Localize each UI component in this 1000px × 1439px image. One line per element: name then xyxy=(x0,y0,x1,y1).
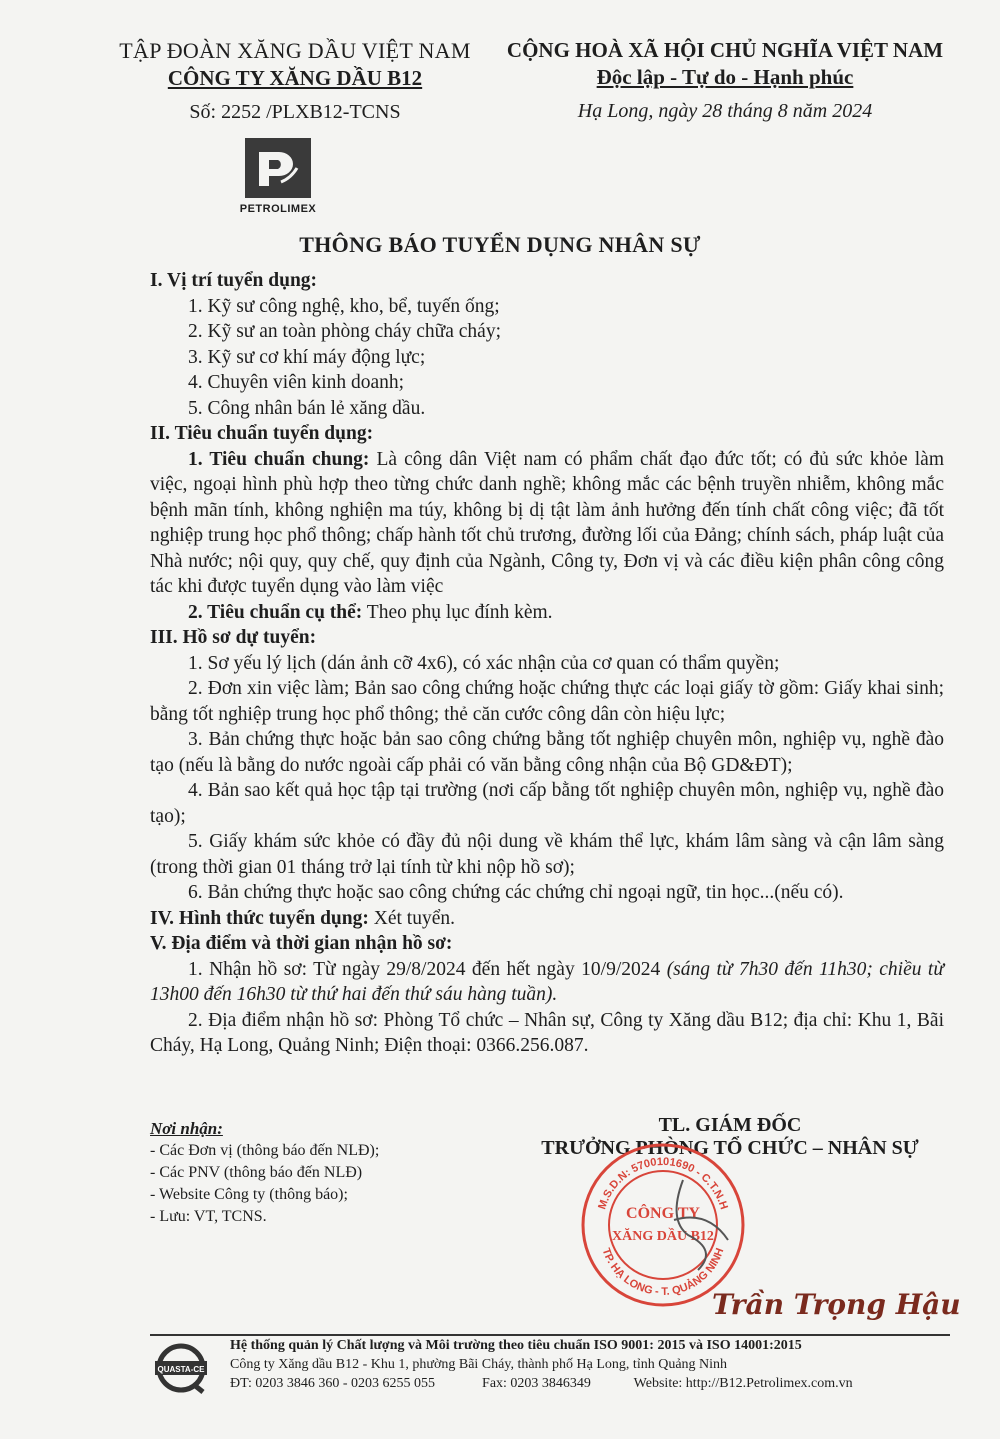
list-item: 4. Chuyên viên kinh doanh; xyxy=(188,372,405,393)
document-title: THÔNG BÁO TUYỂN DỤNG NHÂN SỰ xyxy=(299,232,701,257)
recipients-title: Nơi nhận: xyxy=(150,1119,223,1138)
national-title: CỘNG HOÀ XÃ HỘI CHỦ NGHĨA VIỆT NAM xyxy=(506,38,944,62)
quasta-logo-icon xyxy=(155,1342,207,1394)
document-number: Số: 2252 /PLXB12-TCNS xyxy=(189,101,401,123)
list-item: 3. Kỹ sư cơ khí máy động lực; xyxy=(188,346,426,368)
list-item-note: (sáng từ 7h30 đến 11h30; chiều từ 13h00 đến 16h30 từ thứ hai đến thứ sáu hàng tuần). xyxy=(150,958,944,1005)
recipient-item: - Các Đơn vị (thông báo đến NLĐ); xyxy=(150,1142,380,1159)
svg-text:TP. HẠ LONG - T. QUẢNG NINH: TP. HẠ LONG - T. QUẢNG NINH xyxy=(599,1246,727,1299)
paragraph xyxy=(150,600,944,626)
recipient-item: - Website Công ty (thông báo); xyxy=(150,1186,348,1203)
list-item xyxy=(150,957,944,1008)
section-heading: II. Tiêu chuẩn tuyển dụng: xyxy=(150,423,374,444)
petrolimex-logo-text: PETROLIMEX xyxy=(239,203,317,215)
svg-text:M.S.D.N: 5700101690 - C.T.N.H: M.S.D.N: 5700101690 - C.T.N.H xyxy=(596,1155,730,1211)
list-item: 5. Giấy khám sức khỏe có đầy đủ nội dung về khám thể lực, khám lâm sàng và cận lâm sàng (trong thời gian 01 tháng trở lại tính từ khi nộp hồ sơ); xyxy=(150,831,944,878)
list-item: 1. Kỹ sư công nghệ, kho, bể, tuyến ống; xyxy=(188,295,500,317)
national-motto: Độc lập - Tự do - Hạnh phúc xyxy=(596,65,854,89)
list-item: 2. Đơn xin việc làm; Bản sao công chứng hoặc chứng thực các loại giấy tờ gồm: Giấy khai sinh; bằng tốt nghiệp trung học phổ thông; thẻ căn cước công dân còn hiệu lực; xyxy=(150,678,944,725)
section-heading: III. Hồ sơ dự tuyển: xyxy=(150,627,317,648)
paragraph-text: Là công dân Việt nam có phẩm chất đạo đức tốt; có đủ sức khỏe làm việc, ngoại hình phù hợp theo từng chức danh nghề; không mắc các bệnh truyền nhiễm, không mắc bệnh mãn tính, không nghiện ma túy, không bị dị tật làm ảnh hưởng đến tính chất công việc; đã tốt nghiệp trung học phổ thông; chấp hành tốt chủ trương, đường lối của Đảng; chính sách, pháp luật của Nhà nước; nội quy, quy chế, quy định của Ngành, Công ty, Đơn vị và các điều kiện phân công công tác khi được tuyển dụng vào làm việc xyxy=(150,448,945,597)
footer-divider xyxy=(150,1334,950,1336)
document-date: Hạ Long, ngày 28 tháng 8 năm 2024 xyxy=(577,100,873,122)
section-line xyxy=(150,906,944,932)
list-item: 3. Bản chứng thực hoặc bản sao công chứng bằng tốt nghiệp chuyên môn, nghiệp vụ, nghề đào tạo (nếu là bằng do nước ngoài cấp phải có văn bằng công nhận của Bộ GD&ĐT); xyxy=(150,729,944,776)
header-left xyxy=(100,38,490,124)
section-heading: I. Vị trí tuyển dụng: xyxy=(150,270,318,291)
list-item: 4. Bản sao kết quả học tập tại trường (nơi cấp bằng tốt nghiệp chuyên môn, nghiệp vụ, nghề đào tạo); xyxy=(150,780,944,827)
company-name: CÔNG TY XĂNG DẦU B12 xyxy=(167,66,423,90)
company-seal xyxy=(578,1140,748,1310)
footer-website: Website: http://B12.Petrolimex.com.vn xyxy=(633,1376,853,1391)
recipient-item: - Các PNV (thông báo đến NLĐ) xyxy=(150,1164,363,1181)
recipient-item: - Lưu: VT, TCNS. xyxy=(150,1208,267,1225)
footer-address: Công ty Xăng dầu B12 - Khu 1, phường Bãi Cháy, thành phố Hạ Long, tỉnh Quảng Ninh xyxy=(230,1357,728,1372)
list-item: 6. Bản chứng thực hoặc sao công chứng các chứng chỉ ngoại ngữ, tin học...(nếu có). xyxy=(188,882,844,903)
footer-contact xyxy=(230,1376,853,1392)
petrolimex-logo-icon xyxy=(245,138,311,198)
petrolimex-logo xyxy=(228,138,328,215)
signer-department: TRƯỞNG PHÒNG TỔ CHỨC – NHÂN SỰ xyxy=(541,1137,919,1159)
svg-text:CÔNG TY: CÔNG TY xyxy=(626,1205,700,1222)
document-body xyxy=(150,268,944,1059)
section-text: Xét tuyển. xyxy=(368,907,455,929)
list-item: 2. Địa điểm nhận hồ sơ: Phòng Tổ chức – Nhân sự, Công ty Xăng dầu B12; địa chỉ: Khu 1, Bãi Cháy, Hạ Long, Quảng Ninh; Điện thoại: 0366.256.087. xyxy=(150,1009,944,1056)
footer-iso-line: Hệ thống quản lý Chất lượng và Môi trường theo tiêu chuẩn ISO 9001: 2015 và ISO 14001:2015 xyxy=(230,1338,802,1353)
section-heading: V. Địa điểm và thời gian nhận hồ sơ: xyxy=(150,933,453,954)
section-heading: IV. Hình thức tuyển dụng: xyxy=(150,907,369,929)
header-right xyxy=(490,38,960,123)
paragraph-label: 2. Tiêu chuẩn cụ thể: xyxy=(188,601,363,623)
list-item: 5. Công nhân bán lẻ xăng dầu. xyxy=(188,397,426,419)
svg-text:XĂNG DẦU B12: XĂNG DẦU B12 xyxy=(612,1229,714,1244)
paragraph-text: Theo phụ lục đính kèm. xyxy=(362,601,553,623)
signer-title: TL. GIÁM ĐỐC xyxy=(658,1114,802,1136)
svg-text:QUASTA-CE: QUASTA-CE xyxy=(157,1365,205,1374)
list-item: 1. Sơ yếu lý lịch (dán ảnh cỡ 4x6), có xác nhận của cơ quan có thẩm quyền; xyxy=(188,652,780,674)
parent-org: TẬP ĐOÀN XĂNG DẦU VIỆT NAM xyxy=(119,38,471,63)
paragraph-label: 1. Tiêu chuẩn chung: xyxy=(188,448,370,470)
signer-name: Trần Trọng Hậu xyxy=(712,1288,961,1321)
list-item-text: 1. Nhận hồ sơ: Từ ngày 29/8/2024 đến hết ngày 10/9/2024 xyxy=(188,958,667,980)
footer-fax: Fax: 0203 3846349 xyxy=(482,1376,591,1391)
paragraph xyxy=(150,447,944,600)
footer-phone: ĐT: 0203 3846 360 - 0203 6255 055 xyxy=(230,1376,436,1391)
list-item: 2. Kỹ sư an toàn phòng cháy chữa cháy; xyxy=(188,321,502,342)
recipients-block xyxy=(150,1118,490,1228)
